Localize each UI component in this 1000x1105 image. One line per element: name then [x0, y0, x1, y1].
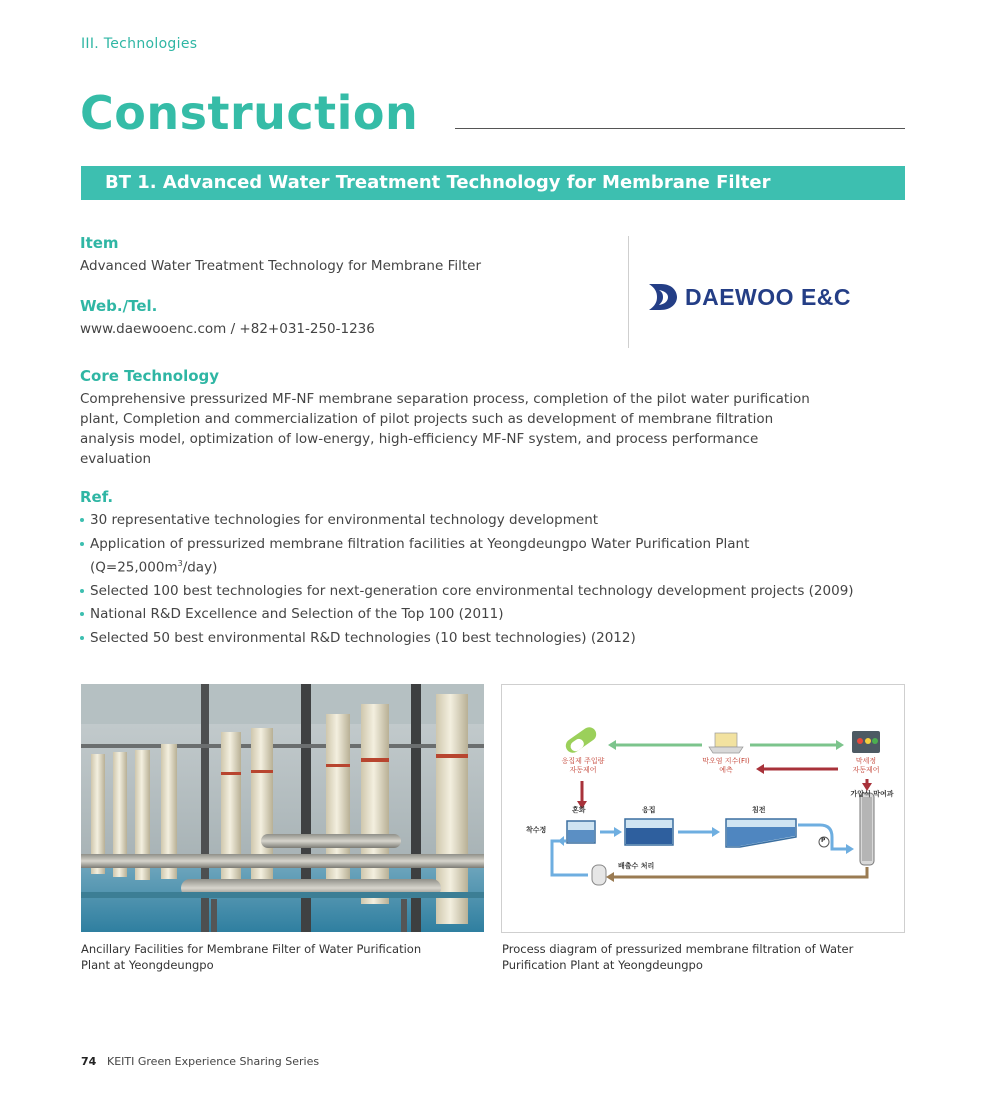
- ref-item: Selected 100 best technologies for next-generation core environmental technology development projects (2009): [80, 581, 920, 601]
- page-title: Construction: [80, 86, 419, 140]
- process-diagram: [501, 684, 905, 933]
- pressure-filter-label: 가압식 막여과: [850, 790, 894, 798]
- mixing-label: 혼화: [572, 806, 586, 814]
- backwash-label: 배출수 처리: [618, 862, 655, 870]
- core-line: Comprehensive pressurized MF-NF membrane separation process, completion of the pilot water purification: [80, 391, 810, 407]
- section-label: III. Technologies: [81, 36, 198, 52]
- core-line: evaluation: [80, 451, 152, 467]
- core-line: plant, Completion and commercialization of pilot projects such as development of membrane filtration: [80, 411, 774, 427]
- receiving-well-label: 착수정: [526, 826, 547, 834]
- photo-caption: Ancillary Facilities for Membrane Filter of Water Purification Plant at Yeongdeungpo: [81, 942, 422, 972]
- ref-list: [80, 510, 920, 651]
- title-rule: [455, 128, 905, 129]
- web-heading: Web./Tel.: [80, 297, 158, 315]
- item-heading: Item: [80, 234, 119, 252]
- series-name: KEITI Green Experience Sharing Series: [107, 1055, 320, 1068]
- ref-item: Application of pressurized membrane filtration facilities at Yeongdeungpo Water Purification Plant $(Q=25,000m^3/day)$: [80, 534, 920, 578]
- control-panel-icon: [852, 731, 880, 753]
- daewoo-logo: [645, 282, 885, 312]
- core-heading: Core Technology: [80, 367, 220, 385]
- sedimentation-label: 침전: [752, 806, 766, 814]
- logo-text: DAEWOO E&C: [685, 284, 851, 310]
- core-paragraph: [80, 389, 920, 469]
- ref-item: National R&D Excellence and Selection of the Top 100 (2011): [80, 604, 920, 624]
- daewoo-logo-icon: [645, 282, 679, 312]
- banner-title: BT 1. Advanced Water Treatment Technology for Membrane Filter: [105, 172, 771, 193]
- flocculation-label: 응집: [642, 806, 656, 814]
- pill-icon: [563, 725, 599, 756]
- coagulant-label: 응집제 주입량 자동제어: [561, 757, 605, 774]
- laptop-icon: [709, 733, 743, 753]
- vertical-divider: [628, 236, 629, 348]
- pump-label: P: [821, 837, 826, 844]
- technology-banner: [81, 166, 905, 200]
- fouling-index-label: 막오염 지수(FI) 예측: [702, 757, 750, 774]
- cleaning-label: 막세정 자동제어: [852, 757, 880, 774]
- item-value: Advanced Water Treatment Technology for Membrane Filter: [80, 258, 482, 274]
- page-number: 74: [81, 1055, 97, 1068]
- diagram-caption: Process diagram of pressurized membrane filtration of Water Purification Plant at Yeongdeungpo: [502, 942, 854, 972]
- ref-heading: Ref.: [80, 488, 114, 506]
- web-value: www.daewooenc.com / +82+031-250-1236: [80, 321, 375, 337]
- facility-photo: [81, 684, 484, 932]
- ref-item: Selected 50 best environmental R&D technologies (10 best technologies) (2012): [80, 628, 920, 648]
- core-line: analysis model, optimization of low-energy, high-efficiency MF-NF system, and process performance: [80, 431, 759, 447]
- ref-item: 30 representative technologies for environmental technology development: [80, 510, 920, 530]
